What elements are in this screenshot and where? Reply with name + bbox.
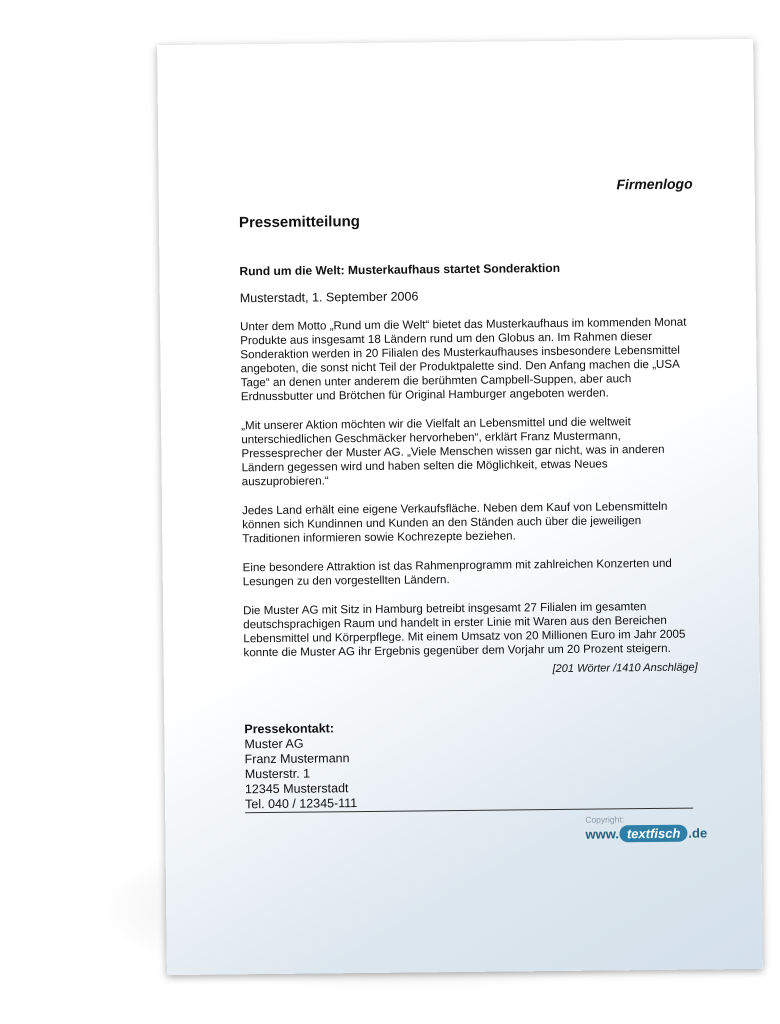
place-date: Musterstadt, 1. September 2006 <box>239 289 419 306</box>
brand-www: www. <box>585 826 619 842</box>
press-headline: Rund um die Welt: Musterkaufhaus startet Sonderaktion <box>239 260 561 279</box>
press-body <box>240 316 696 676</box>
word-count: [201 Wörter /1410 Anschläge] <box>552 661 698 676</box>
textfisch-logo <box>585 824 707 842</box>
contact-city: 12345 Musterstadt <box>244 781 349 797</box>
contact-company: Muster AG <box>244 736 304 752</box>
contact-title: Pressekontakt: <box>244 721 335 737</box>
paragraph: Die Muster AG mit Sitz in Hamburg betreibt insgesamt 27 Filialen im gesamten deutschsprachigen Raum und handelt in erster Linie mit Waren aus den Bereichen Lebensmittel und Körperpflege. Mit einem Umsatz von 20 Millionen Euro im Jahr 2005 konnte die Muster AG ihr Ergebnis gegenüber dem Vorjahr um 20 Prozent steigern. <box>243 600 686 660</box>
contact-phone: Tel. 040 / 12345-111 <box>245 796 358 812</box>
paragraph: „Mit unserer Aktion möchten wir die Vielfalt an Lebensmittel und die weltweit unterschiedlichen Geschmäcker hervorheben“, erklärt Franz Mustermann, Pressesprecher der Muster AG. „Viele Menschen wissen gar nicht, was in anderen Ländern gegessen wird und haben selten die Möglichkeit, etwas Neues auszuprobieren.“ <box>241 415 665 489</box>
press-contact <box>244 721 357 812</box>
brand-mark: textfisch <box>620 825 688 843</box>
paragraph: Jedes Land erhält eine eigene Verkaufsfläche. Neben dem Kauf von Lebensmitteln können sich Kundinnen und Kunden an den Ständen auch über die jeweiligen Traditionen informieren sowie Kochrezepte beziehen. <box>241 499 668 546</box>
brand-tld: .de <box>688 825 708 841</box>
company-logo-placeholder: Firmenlogo <box>616 175 693 193</box>
document-page <box>157 39 763 975</box>
contact-street: Musterstr. 1 <box>244 766 311 782</box>
document-type-title: Pressemitteilung <box>238 213 360 232</box>
paragraph: Unter dem Motto „Rund um die Welt“ bietet das Musterkaufhaus im kommenden Monat Produkte aus insgesamt 18 Ländern rund um den Globus an. Im Rahmen dieser Sonderaktion werden in 20 Filialen des Musterkaufhauses insbesondere Lebensmittel angeboten, die sonst nicht Teil der Produktpalette sind. Den Anfang machen die „USA Tage“ an denen unter anderem die berühmten Campbell-Suppen, aber auch Erdnussbutter und Brötchen für Original Hamburger angeboten werden. <box>240 315 687 404</box>
contact-name: Franz Mustermann <box>244 751 350 767</box>
copyright-label: Copyright: <box>585 814 625 825</box>
paragraph: Eine besondere Attraktion ist das Rahmenprogramm mit zahlreichen Konzerten und Lesungen zu den vorgestellten Ländern. <box>242 556 672 589</box>
